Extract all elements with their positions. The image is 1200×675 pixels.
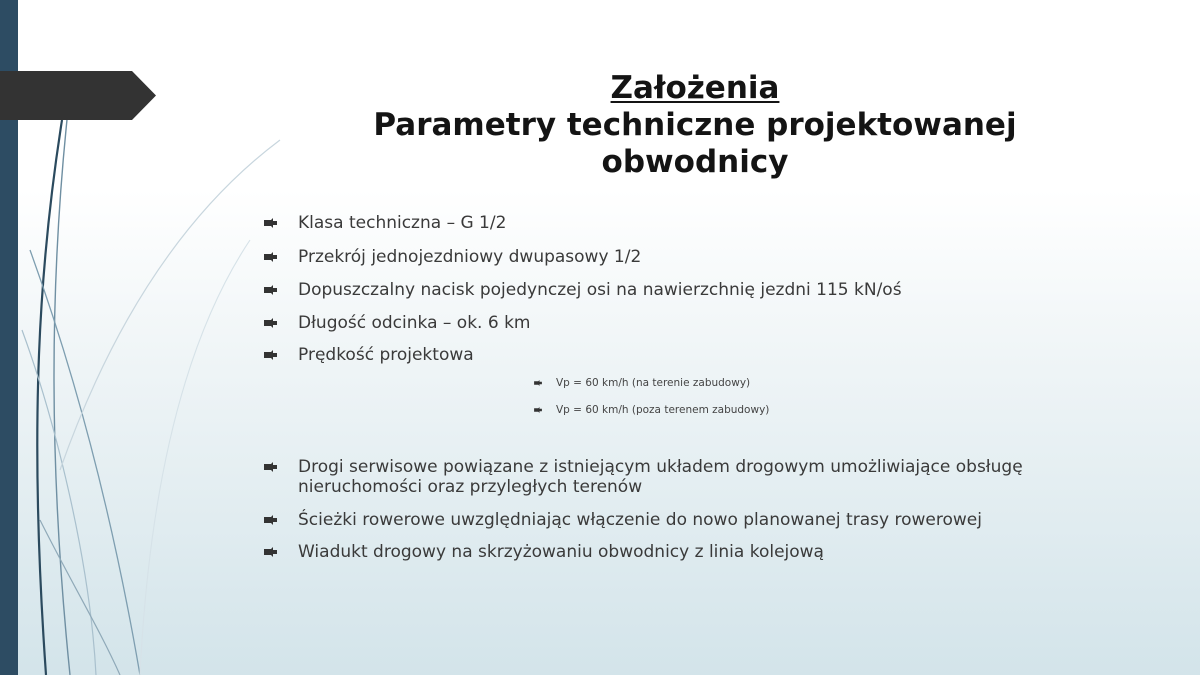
hand-pointer-right-icon [264,350,277,360]
bullet-text: Dopuszczalny nacisk pojedynczej osi na nawierzchnię jezdni 115 kN/oś [298,280,902,300]
bullet-text: Ścieżki rowerowe uwzględniając włączenie do nowo planowanej trasy rowerowej [298,510,982,530]
bullet-text: Prędkość projektowa [298,345,474,365]
hand-pointer-right-icon [264,285,277,295]
bullet-text: Klasa techniczna – G 1/2 [298,213,507,233]
hand-pointer-right-icon [264,252,277,262]
hand-pointer-right-icon [264,318,277,328]
title-line-1: Założenia [610,70,780,106]
sub-bullet-text: Vp = 60 km/h (na terenie zabudowy) [556,377,751,389]
hand-pointer-right-icon [264,515,277,525]
title-line-2: Parametry techniczne projektowanej [373,107,1017,143]
bullet-text: Drogi serwisowe powiązane z istniejącym układem drogowym umożliwiające obsługę nieruchomości oraz przyległych terenów [298,457,1023,497]
hand-pointer-right-icon [534,380,542,386]
hand-pointer-right-icon [534,407,542,413]
title-line-3: obwodnicy [601,144,789,180]
bullet-text: Długość odcinka – ok. 6 km [298,313,531,333]
bullet-text: Przekrój jednojezdniowy dwupasowy 1/2 [298,247,642,267]
sub-bullet-text: Vp = 60 km/h (poza terenem zabudowy) [556,404,770,416]
hand-pointer-right-icon [264,547,277,557]
bullet-text: Wiadukt drogowy na skrzyżowaniu obwodnicy z linia kolejową [298,542,824,562]
hand-pointer-right-icon [264,218,277,228]
hand-pointer-right-icon [264,462,277,472]
